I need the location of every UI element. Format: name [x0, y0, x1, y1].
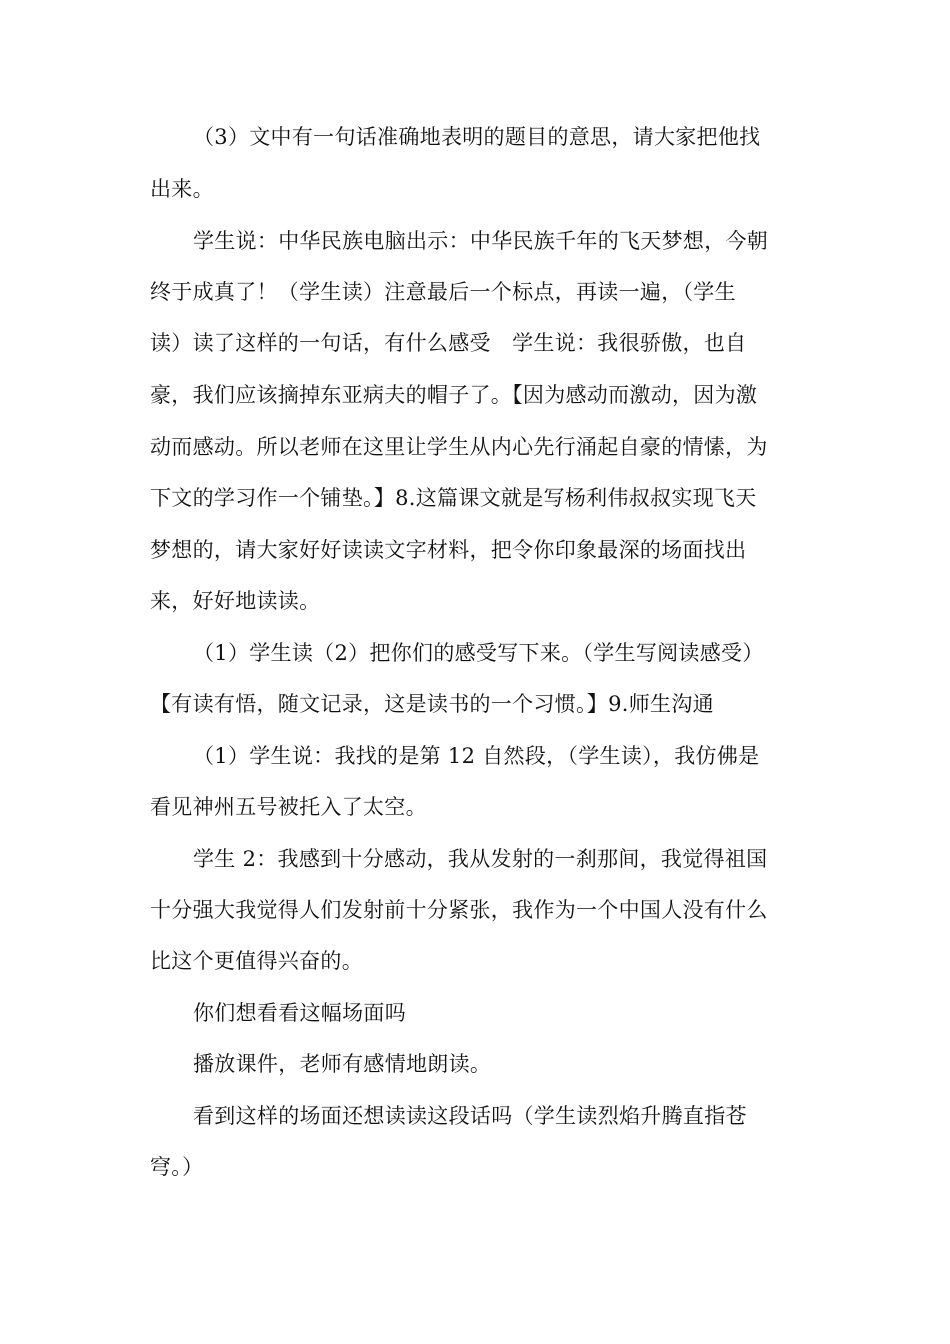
text-line: 来，好好地读读。 [150, 589, 321, 613]
text-line: 下文的学习作一个铺垫。】8.这篇课文就是写杨利伟叔叔实现飞天 [150, 486, 757, 510]
text-line: 动而感动。所以老师在这里让学生从内心先行涌起自豪的情愫，为 [150, 435, 768, 459]
text-line: （1）学生读（2）把你们的感受写下来。（学生写阅读感受） [193, 641, 764, 665]
text-line: 豪，我们应该摘掉东亚病夫的帽子了。【因为感动而激动，因为激 [150, 383, 758, 407]
text-line: 比这个更值得兴奋的。 [150, 949, 363, 973]
text-line: 看到这样的场面还想读读这段话吗（学生读烈焰升腾直指苍 [193, 1104, 747, 1128]
text-line: 播放课件，老师有感情地朗读。 [193, 1052, 492, 1076]
text-line: 出来。 [150, 177, 214, 201]
text-line: （1）学生说：我找的是第 12 自然段，（学生读），我仿佛是 [193, 744, 760, 768]
text-line: 穹。） [150, 1155, 204, 1179]
text-line: 读）读了这样的一句话，有什么感受 学生说：我很骄傲，也自 [150, 331, 747, 355]
text-line: 学生 2：我感到十分感动，我从发射的一刹那间，我觉得祖国 [193, 847, 768, 871]
text-line: 十分强大我觉得人们发射前十分紧张，我作为一个中国人没有什么 [150, 898, 768, 922]
text-line: 梦想的，请大家好好读读文字材料，把令你印象最深的场面找出 [150, 538, 747, 562]
text-line: 看见神州五号被托入了太空。 [150, 795, 427, 819]
text-line: 学生说：中华民族电脑出示：中华民族千年的飞天梦想，今朝 [193, 229, 769, 253]
text-line: 终于成真了！（学生读）注意最后一个标点，再读一遍，（学生 [150, 280, 736, 304]
text-line: （3）文中有一句话准确地表明的题目的意思，请大家把他找 [193, 125, 761, 149]
text-line: 你们想看看这幅场面吗 [193, 1001, 406, 1025]
text-line: 【有读有悟，随文记录，这是读书的一个习惯。】9.师生沟通 [150, 692, 714, 716]
